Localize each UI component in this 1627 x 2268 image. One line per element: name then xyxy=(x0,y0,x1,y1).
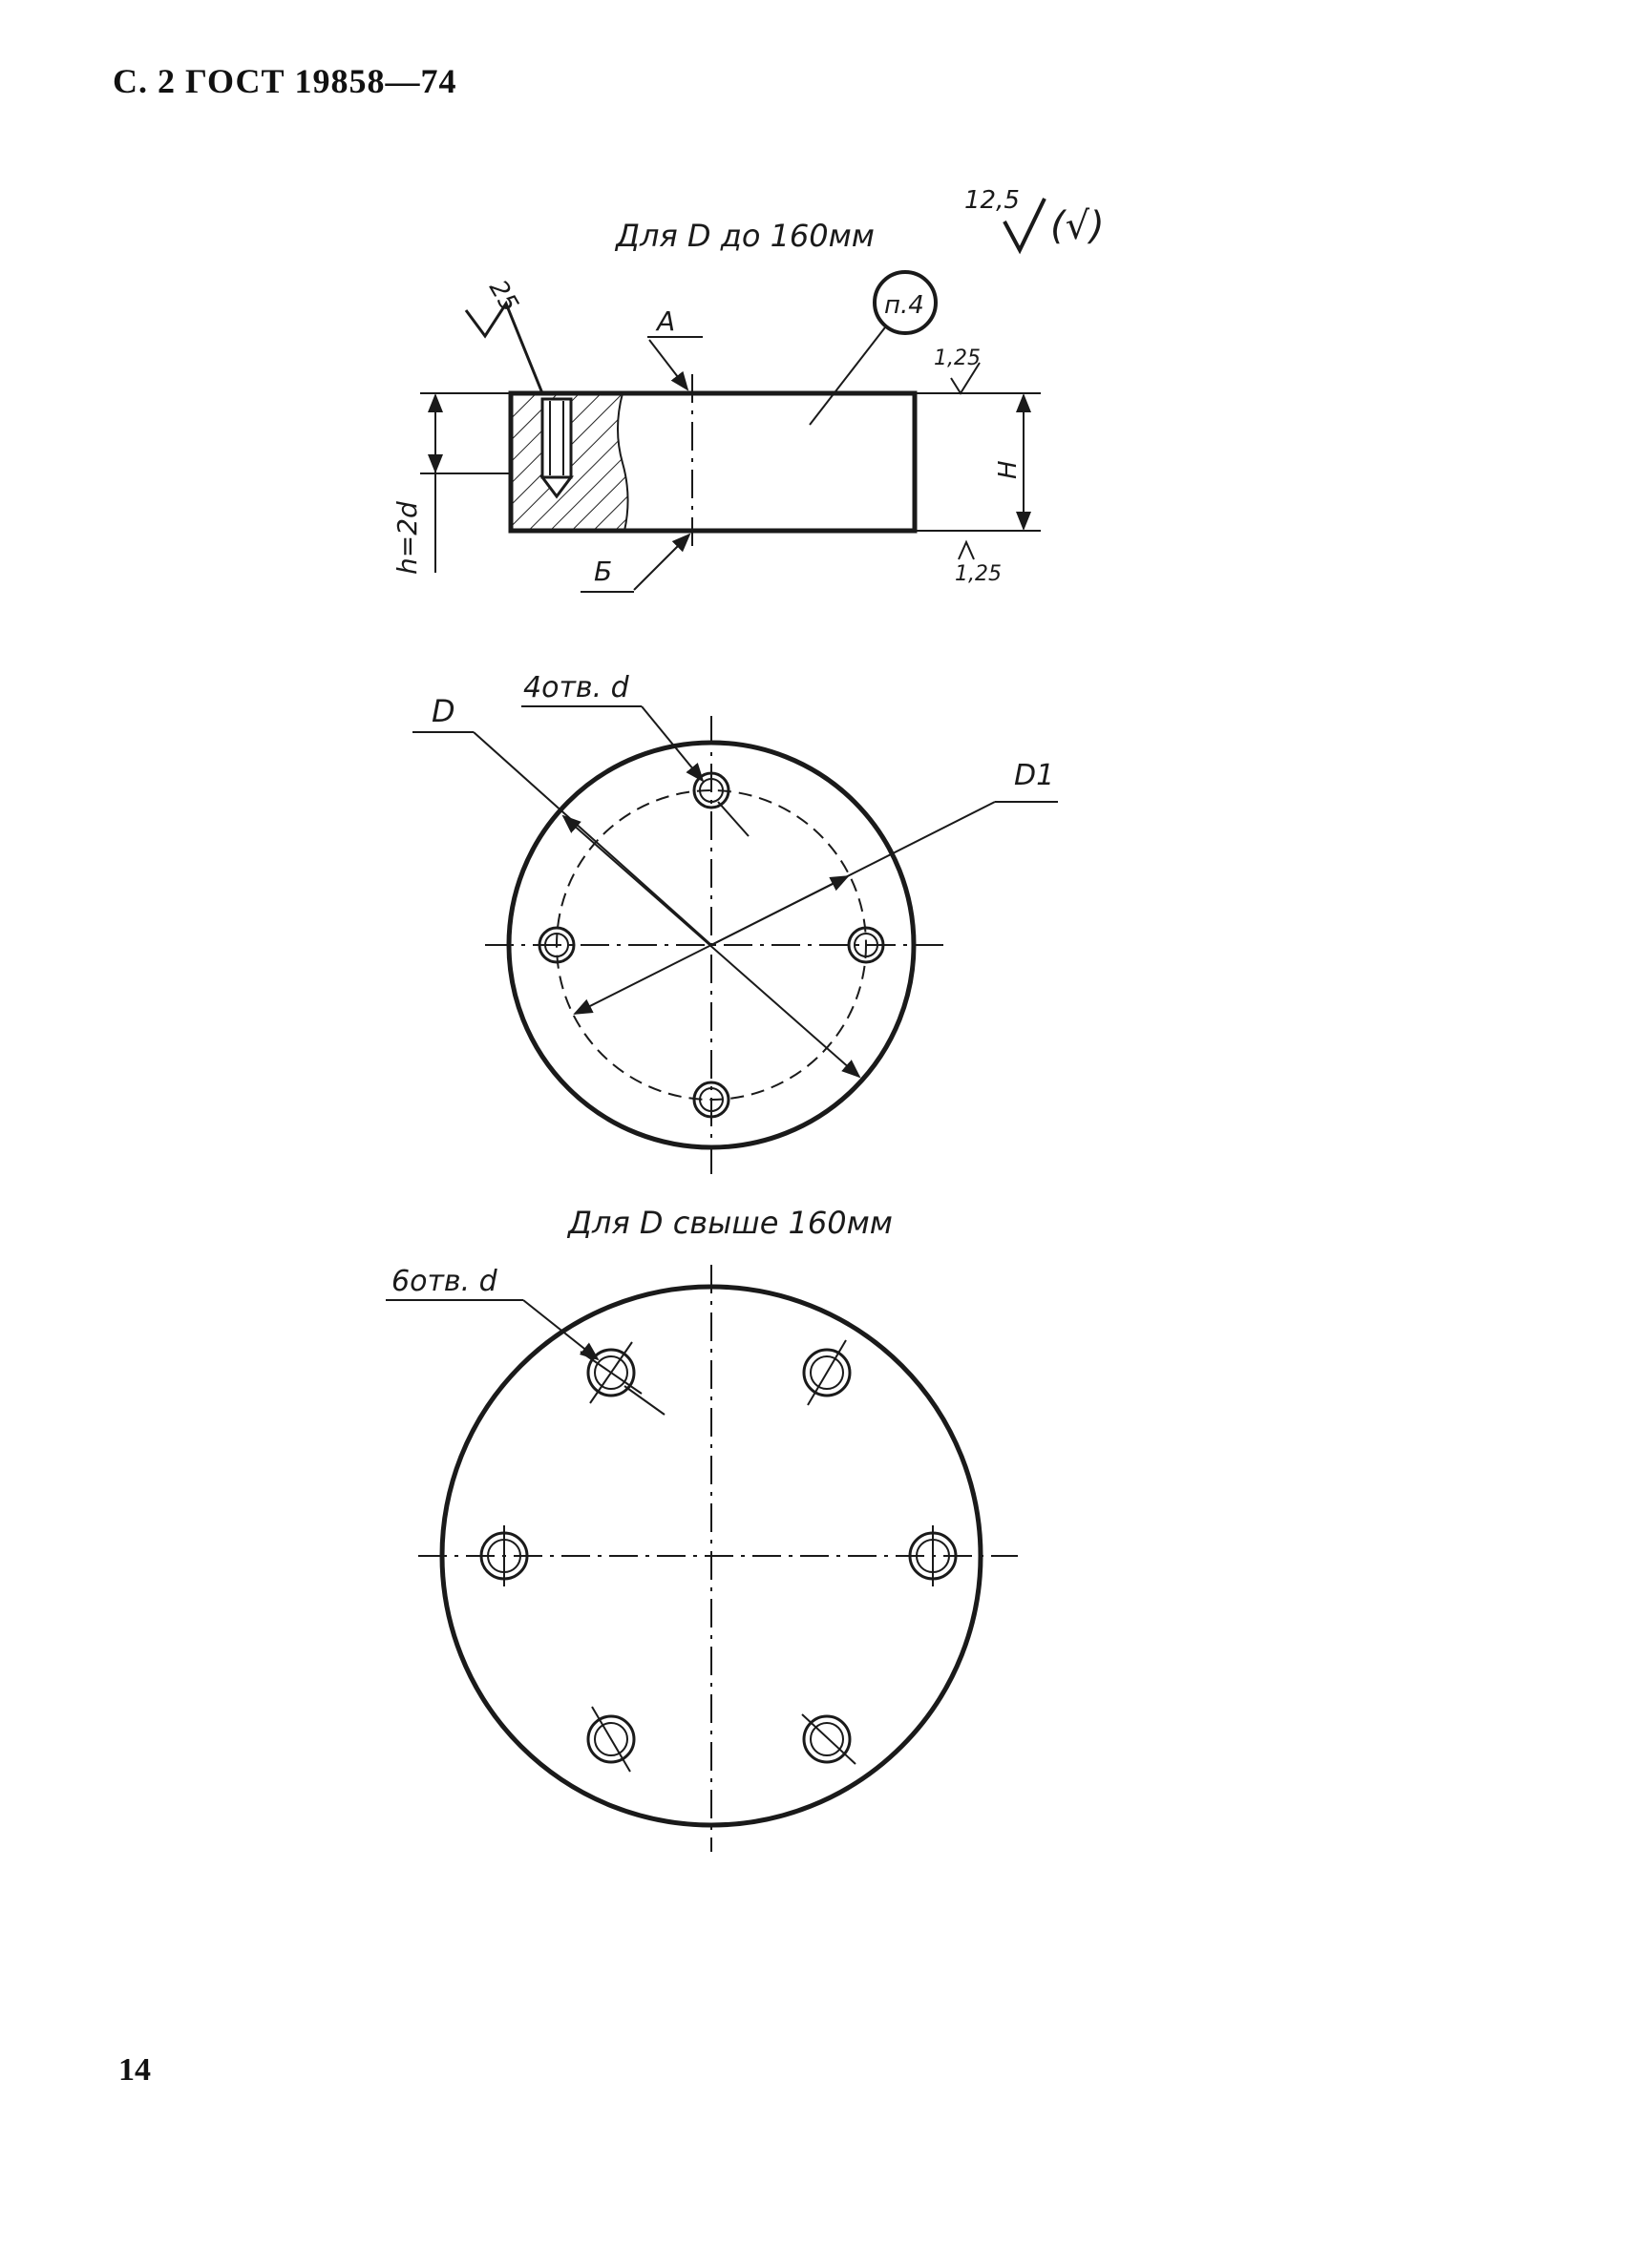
dim-H-label: H xyxy=(994,460,1023,479)
roughness-paren-symbol: (√) xyxy=(1050,204,1105,248)
roughness-bottom-value: 1,25 xyxy=(955,562,1002,586)
roughness-main-value: 12,5 xyxy=(964,186,1020,215)
base-a-label: А xyxy=(657,305,676,337)
top-view-6-holes xyxy=(386,1265,1018,1852)
hole-lower-left xyxy=(588,1707,634,1772)
dim-D-label: D xyxy=(432,693,455,729)
hole-lower-right xyxy=(802,1714,856,1764)
holes-small-label: 4отв. d xyxy=(523,671,629,704)
dim-h-label: h=2d xyxy=(391,501,423,575)
caption-small-d: Для D до 160мм xyxy=(616,218,875,254)
page-header: С. 2 ГОСТ 19858—74 xyxy=(113,62,457,100)
dim-D1-label: D1 xyxy=(1014,759,1055,792)
base-b-label: Б xyxy=(594,556,613,587)
holes-large-label: 6отв. d xyxy=(391,1265,497,1298)
hole-upper-right xyxy=(804,1340,850,1405)
page-number: 14 xyxy=(118,2052,151,2088)
roughness-hole-value: 25 xyxy=(482,275,524,318)
top-view-4-holes xyxy=(412,671,1058,1179)
hole-middle-right xyxy=(910,1525,956,1586)
roughness-main-symbol xyxy=(964,186,1105,250)
roughness-top-value: 1,25 xyxy=(934,346,981,370)
caption-large-d: Для D свыше 160мм xyxy=(568,1205,893,1241)
note-ref-label: п.4 xyxy=(884,291,924,320)
hole-upper-left xyxy=(581,1342,642,1403)
section-view xyxy=(391,272,1041,592)
hole-middle-left xyxy=(481,1525,527,1586)
